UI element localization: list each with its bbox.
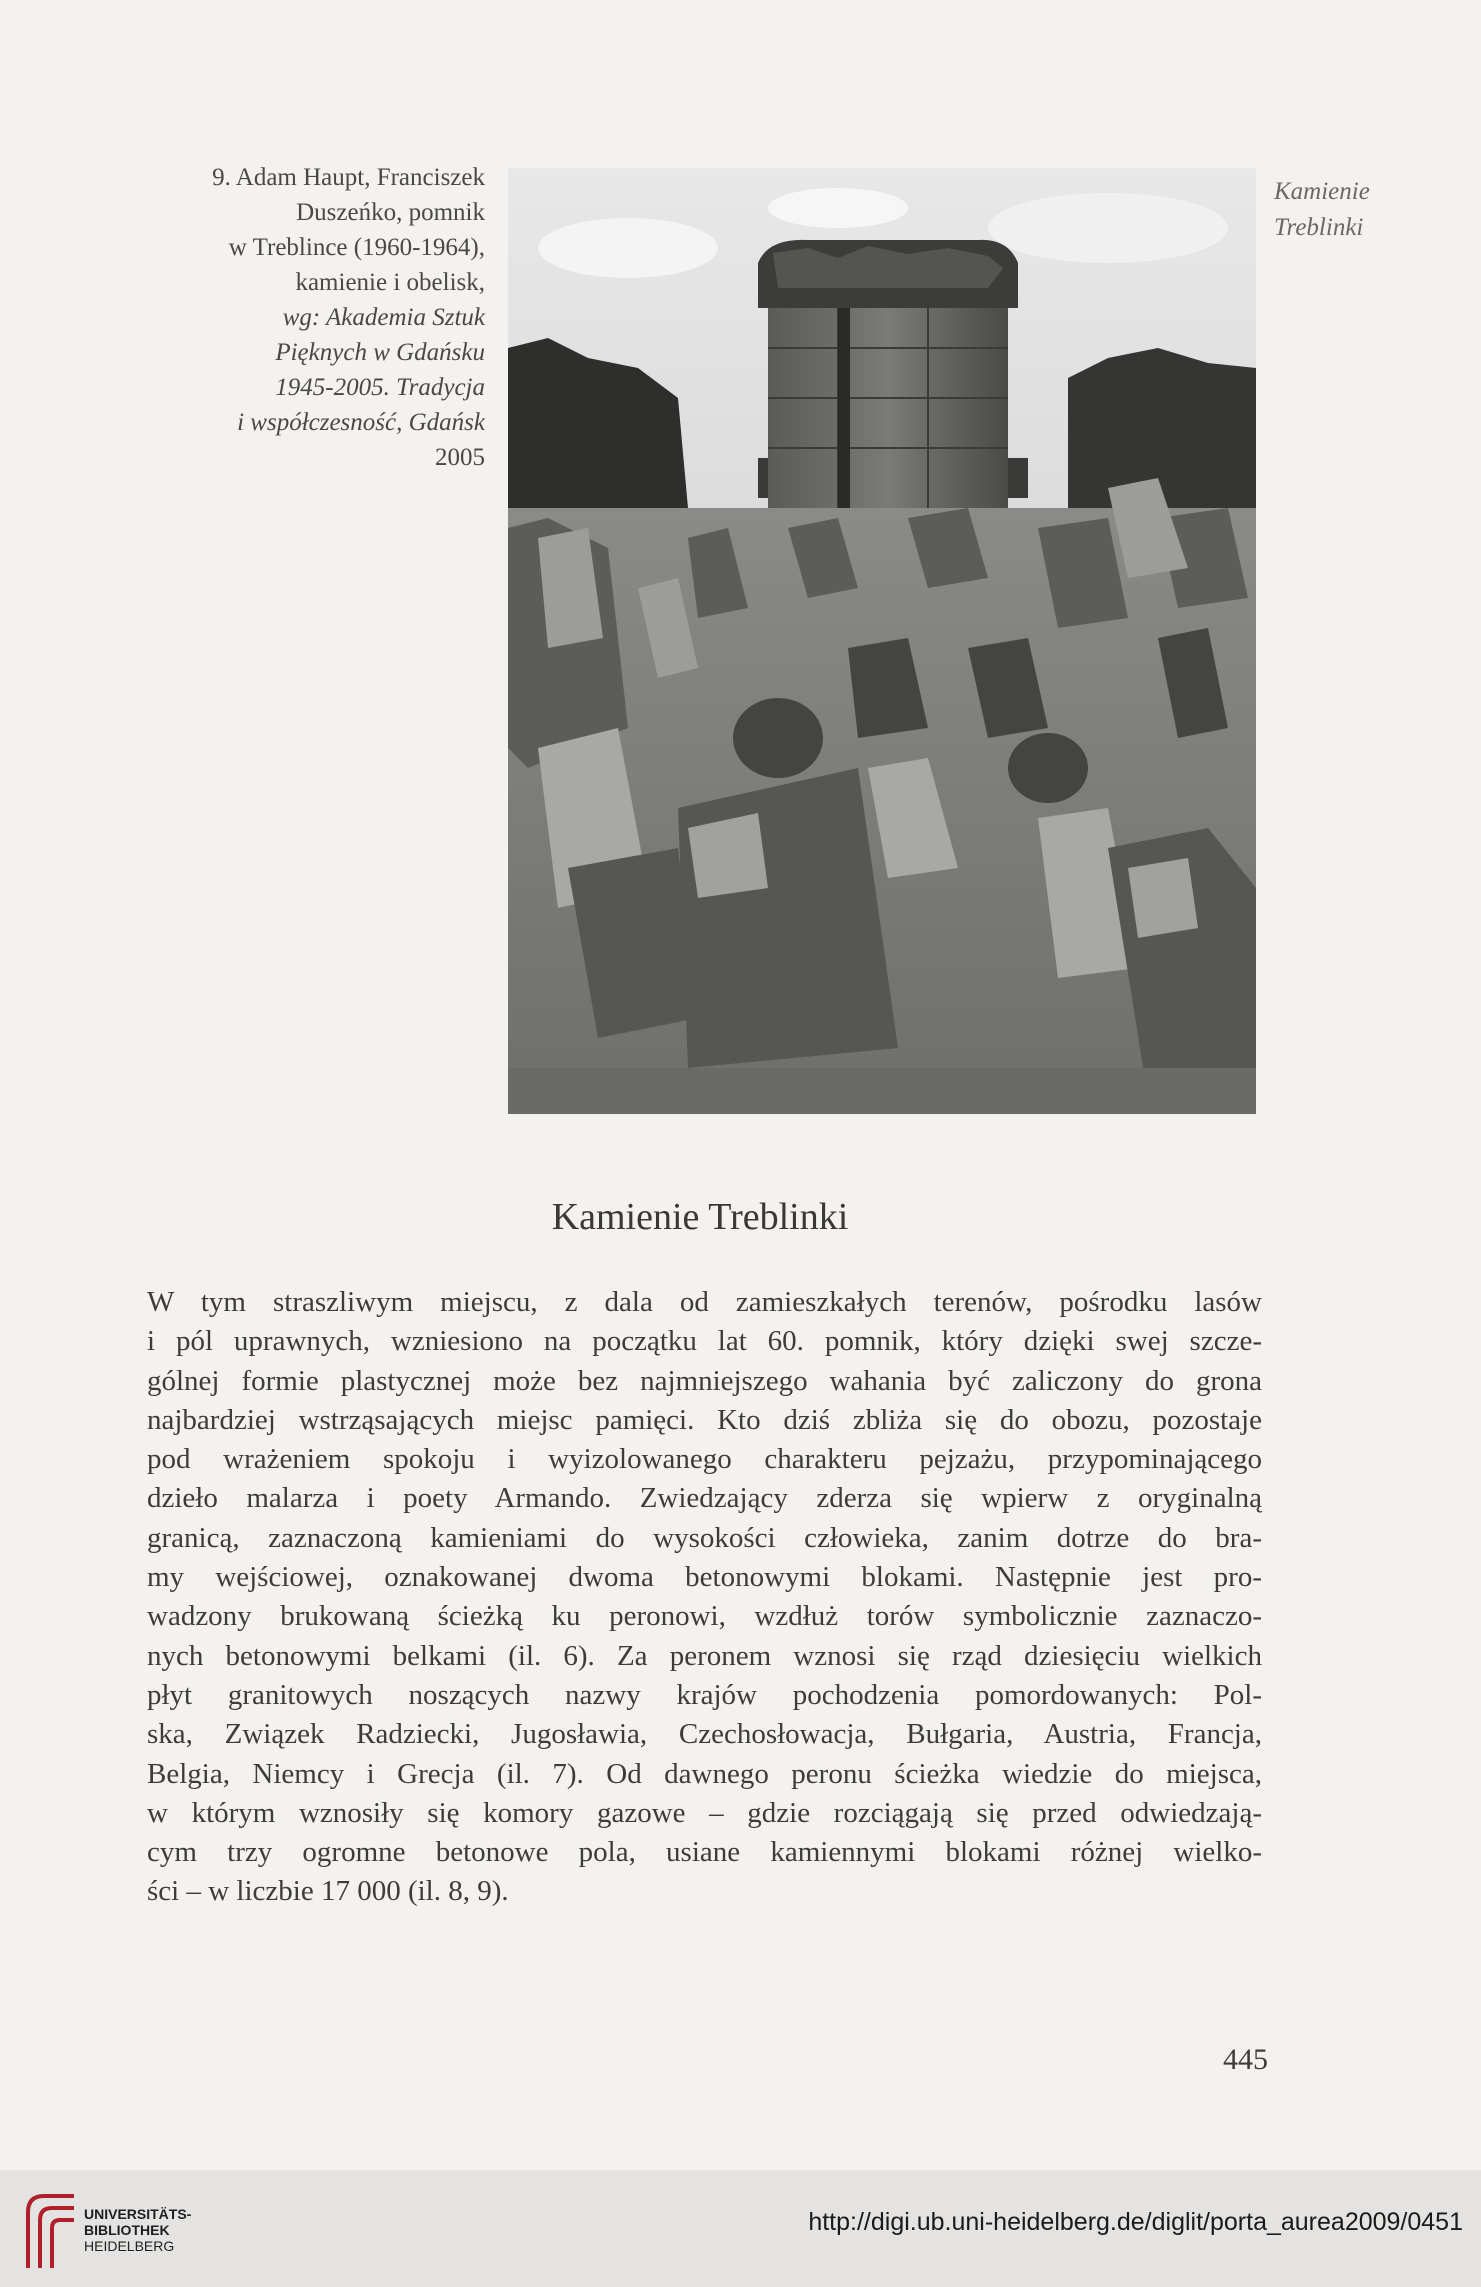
margin-title-line: Treblinki (1274, 214, 1364, 241)
text-line: ska, Związek Radziecki, Jugosławia, Czechosłowacja, Bułgaria, Austria, Francja, (147, 1718, 1262, 1751)
text-line: gólnej formie plastycznej może bez najmniejszego wahania być zaliczony do grona (147, 1364, 1262, 1397)
text-line: ści – w liczbie 17 000 (il. 8, 9). (147, 1875, 509, 1908)
caption-line: 1945-2005. Tradycja (275, 374, 485, 401)
text-line: w którym wznosiły się komory gazowe – gdzie rozciągają się przed odwiedzają- (147, 1796, 1262, 1829)
margin-title-line: Kamienie (1274, 178, 1370, 205)
caption-line: wg: Akademia Sztuk (282, 304, 485, 331)
library-name-line: UNIVERSITÄTS- (84, 2206, 192, 2222)
text-line: płyt granitowych noszących nazwy krajów pochodzenia pomordowanych: Pol- (147, 1678, 1262, 1711)
caption-line: 2005 (435, 444, 485, 471)
text-line: granicą, zaznaczoną kamieniami do wysokości człowieka, zanim dotrze do bra- (147, 1521, 1262, 1554)
text-line: wadzony brukowaną ścieżką ku peronowi, wzdłuż torów symbolicznie zaznaczo- (147, 1600, 1262, 1633)
library-name (84, 2206, 191, 2254)
caption-line: 9. Adam Haupt, Franciszek (212, 164, 485, 191)
text-line: pod wrażeniem spokoju i wyizolowanego charakteru pejzażu, przypominającego (147, 1443, 1262, 1476)
caption-line: Duszeńko, pomnik (296, 199, 485, 226)
text-line: najbardziej wstrząsających miejsc pamięci. Kto dziś zbliża się do obozu, pozostaje (147, 1403, 1262, 1436)
caption-line: i współczesność, Gdańsk (237, 409, 485, 436)
text-line: i pól uprawnych, wzniesiono na początku lat 60. pomnik, który dzięki swej szcze- (147, 1325, 1262, 1358)
memorial-photo (508, 168, 1256, 1114)
text-line: Belgia, Niemcy i Grecja (il. 7). Od dawnego peronu ścieżka wiedzie do miejsca, (147, 1757, 1262, 1790)
source-url-link[interactable]: http://digi.ub.uni-heidelberg.de/diglit/porta_aurea2009/0451 (808, 2208, 1463, 2236)
text-line: my wejściowej, oznakowanej dwoma betonowymi blokami. Następnie jest pro- (147, 1561, 1262, 1594)
text-line: nych betonowymi belkami (il. 6). Za peronem wznosi się rząd dziesięciu wielkich (147, 1639, 1262, 1672)
caption-line: Pięknych w Gdańsku (275, 339, 485, 366)
library-footer (0, 2170, 1481, 2287)
library-logo-icon (18, 2190, 76, 2270)
section-heading: Kamienie Treblinki (551, 1196, 849, 1238)
page-number: 445 (1223, 2043, 1268, 2076)
caption-line: kamienie i obelisk, (295, 269, 485, 296)
text-line: W tym straszliwym miejscu, z dala od zamieszkałych terenów, pośrodku lasów (147, 1286, 1262, 1318)
figure-caption (110, 160, 485, 475)
text-line: cym trzy ogromne betonowe pola, usiane kamiennymi blokami różnej wielko- (147, 1836, 1262, 1869)
body-paragraph (147, 1283, 1262, 1912)
caption-line: w Treblince (1960-1964), (228, 234, 485, 261)
library-name-line: HEIDELBERG (84, 2238, 175, 2254)
margin-title (1274, 174, 1434, 246)
text-line: dzieło malarza i poety Armando. Zwiedzający zderza się wpierw z oryginalną (147, 1482, 1262, 1515)
library-name-line: BIBLIOTHEK (84, 2222, 170, 2238)
